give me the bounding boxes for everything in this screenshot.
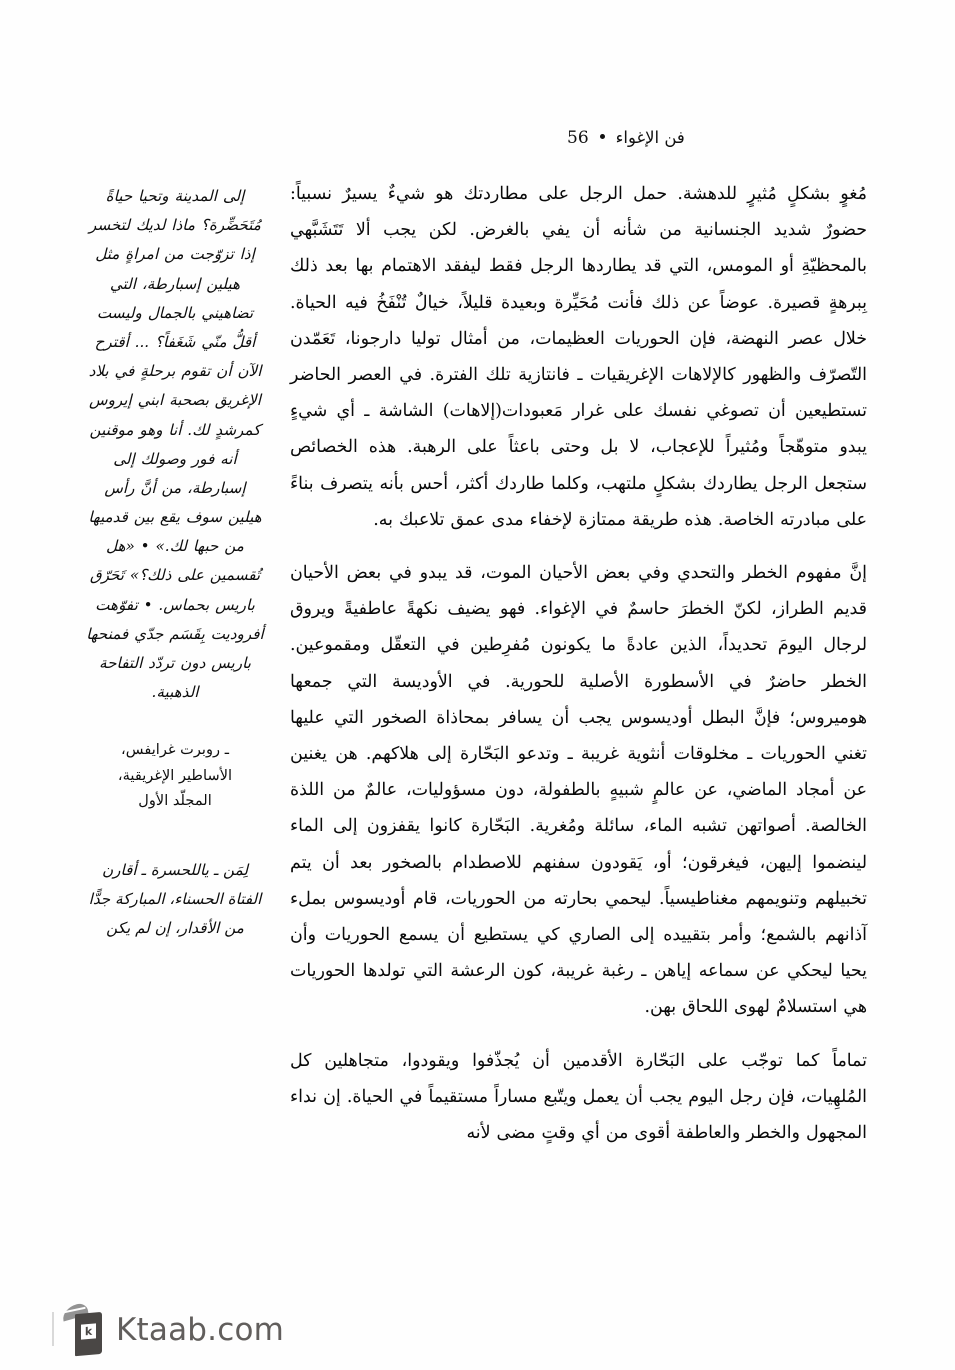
margin-quote-column — [86, 176, 264, 1266]
page-body — [86, 176, 867, 1266]
attribution-author: ـ روبرت غرايفس، — [121, 741, 229, 759]
book-logo-icon — [62, 1304, 104, 1356]
header-book-title: فن الإغواء — [615, 128, 685, 147]
body-paragraph: مُغوٍ بشكلٍ مُثيرٍ للدهشة. حمل الرجل على مطاردتك هو شيءٌ يسيرٌ نسبياً: حضورٌ شديد الجنسانية من شأنه أن يفي بالغرض. لكن يجب ألا تَتَشَبَّهي بالمحظيّةِ أو المومس، التي قد يطاردها الرجل فقط ليفقد الاهتمام بها بعد ذلك بِبرهةٍ قصيرة. عوضاً عن ذلك فأنت مُحَيِّرة وبعيدة قليلاً، خيالٌ تُنْفَخُ فيه الحياة. خلال عصر النهضة، فإن الحوريات العظيمات، من أمثال توليا دارجونا، تَعَمّدن التّصرّف والظهور كالإلاهات الإغريقيات ـ فانتازية تلك الفترة. في العصر الحاضر تستطيعين أن تصوغي نفسك على غرار مَعبودات(إلاهات) الشاشة ـ أي شيءٍ يبدو متوهّجاً ومُثيراً للإعجاب، لا بل وحتى باعثاً على الرهبة. هذه الخصائص ستجعل الرجل يطاردك بشكلٍ ملتهب، وكلما طاردك أكثر، أحس بأنه يتصرف بناءً على مبادرته الخاصة. هذه طريقة ممتازة لإخفاء مدى عمق تلاعبك به. — [290, 184, 867, 530]
attribution-volume: المجلّد الأول — [138, 792, 212, 810]
body-paragraph: إنَّ مفهوم الخطر والتحدي وفي بعض الأحيان الموت، قد يبدو في بعض الأحيان قديم الطراز، لكنّ الخطرَ حاسمٌ في الإغواء. فهو يضيف نكهةً عاطفيةً ويروق لرجال اليومَ تحديداً، الذين عادةً ما يكونون مُفرِطين في التعقّل ومقموعين. الخطر حاضرٌ في الأسطورة الأصلية للحورية. في الأوديسة التي جمعها هوميروس؛ فإنَّ البطل أوديسوس يجب أن يسافر بمحاذاة الصخور التي عليها تغني الحوريات ـ مخلوقات أنثوية غريبة ـ وتدعو البَحّارة إلى هلاكهم. هن يغنين عن أمجاد الماضي، عن عالمٍ شبيهٍ بالطفولة، دون مسؤوليات، عالمٌ من اللذة الخالصة. أصواتهن تشبه الماء، سائلة ومُغرية. البَحّارة كانوا يقفزون إلى الماء لينضموا إليهن، فيغرقون؛ أو، يَقودون سفنهم للاصطدام بالصخور بعد أن يتم تخبيلهم وتنويمهم مغناطيسياً. ليحمي بحارته من الحوريات، قام أوديسوس بملء آذانهم بالشمع؛ وأمر بتقييده إلى الصاري كي يستطيع أن يسمع الحوريات وأن يحيا ليحكي عن سماعه إياهن ـ رغبة غريبة، كون الرعشة التي تولدها الحوريات هي استسلامٌ لهوى اللحاق بهن. — [290, 563, 867, 1018]
ktaab-watermark — [62, 1304, 284, 1356]
main-text-column — [290, 176, 867, 1266]
header-separator-dot — [600, 134, 605, 139]
logo-letter: k — [81, 1323, 96, 1339]
body-paragraph: تماماً كما توجّب على البَحّارة الأقدمين أن يُجذّفوا ويقودوا، متجاهلين كل المُلهِيات، فإن رجل اليوم يجب أن يعمل ويتّبع مساراً مستقيماً في الحياة. إن نداء المجهول والخطر والعاطفة أقوى من أي وقتٍ مضى لأنه — [290, 1050, 867, 1144]
margin-quote-secondary: لِمَن ـ ياللحسرة ـ أقارن الفتاة الحسناء، المباركة جدًّا من الأقدار، إن لم يكن — [88, 860, 262, 937]
attribution-work: الأساطير الإغريقية، — [117, 766, 233, 784]
page-edge-tick — [52, 1312, 54, 1346]
running-header — [567, 128, 867, 148]
margin-quote-primary: إلى المدينة وتحيا حياةً مُتَحَضِّرة؟ ماذا لديك لتخسر إذا تزوّجت من امراةٍ مثل هيلين إسبارطة، التي تضاهيني بالجمال وليست أقلُّ منّي شَغَفاً؟ ... أقترح الآن أن تقوم برحلةٍ في بلاد الإغريق بصحبة ابني إيروس كمرشدٍ لك. أنا وهو موقنين أنه فور وصولك إلى إسبارطة، من أنَّ رأس هيلين سوف يقع بين قدميها من حبها لك.» • «هل تُقسمين على ذلك؟» تَحَرّق باريس بحماس. • تفوّهت أفروديت بِقَسَم جدّي فمنحها باريس دون تردّد التفاحة الذهبية. — [86, 187, 264, 702]
margin-attribution — [86, 737, 264, 814]
page-number: 56 — [567, 128, 589, 148]
watermark-label: Ktaab.com — [116, 1312, 285, 1348]
